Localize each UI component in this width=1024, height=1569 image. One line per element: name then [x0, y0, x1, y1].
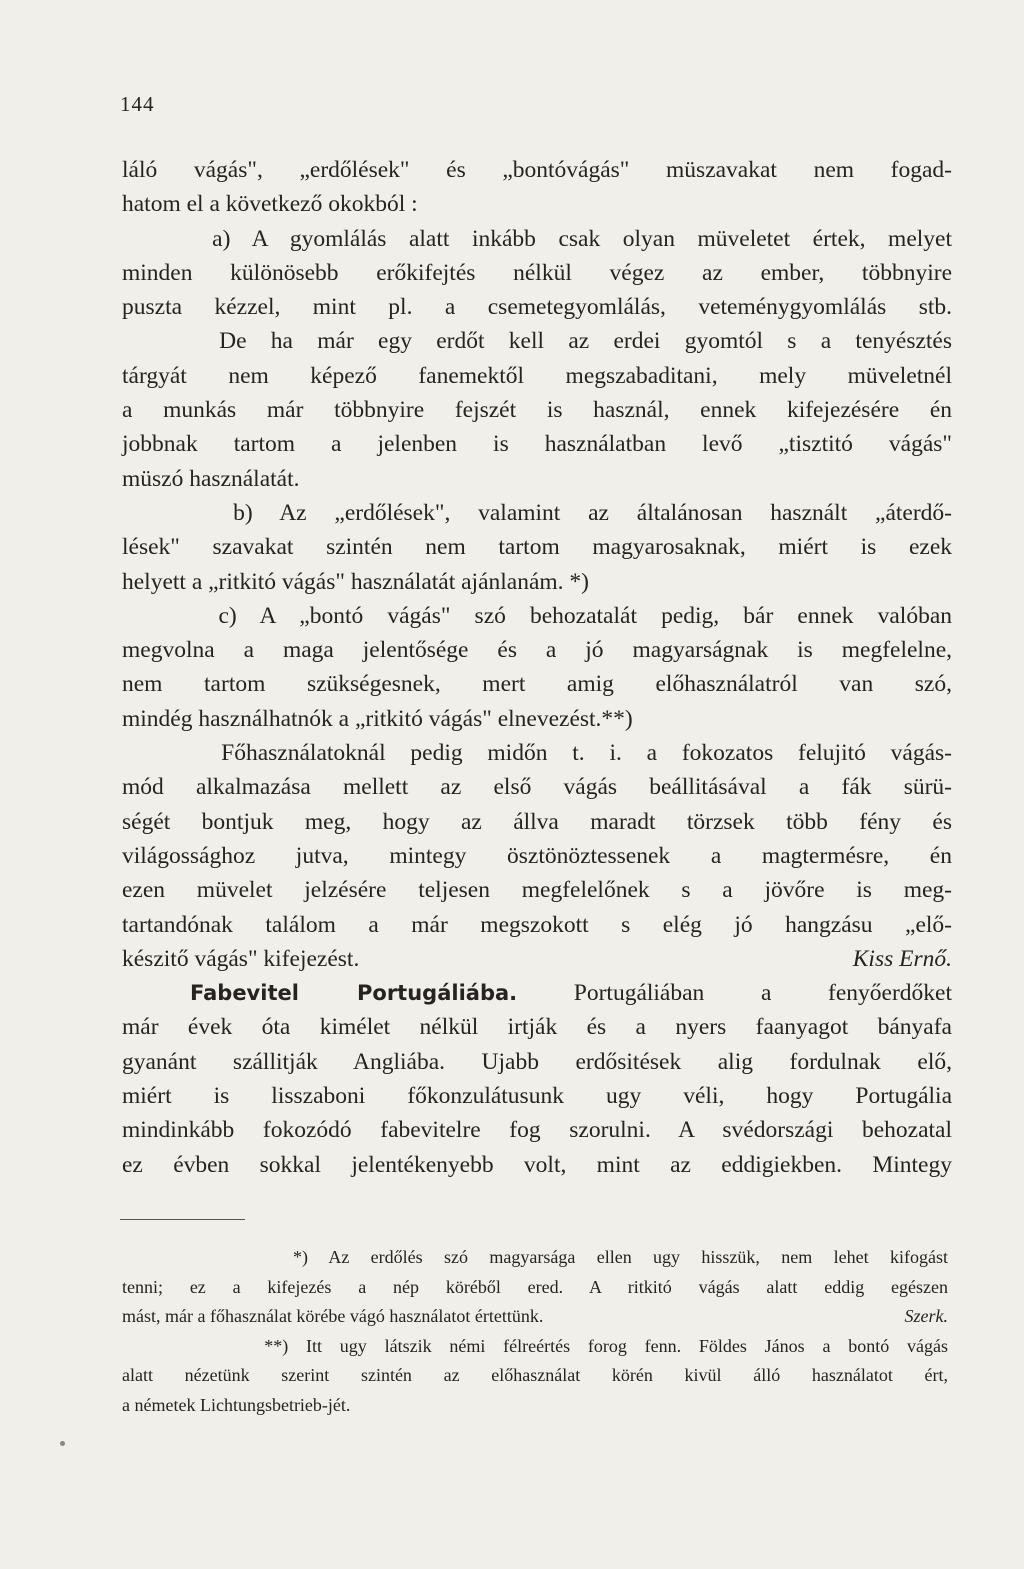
body-line-text: mindég használhatnók a „ritkitó vágás" elnevezést.**)	[122, 705, 633, 732]
section-line	[122, 1148, 952, 1182]
body-last-line	[122, 942, 952, 976]
body-line-text: nem tartom szükségesnek, mert amig előhasználatról van szó,	[122, 671, 952, 698]
footnote-line	[122, 1391, 948, 1421]
body-line	[122, 359, 952, 393]
body-last-line-text: készitő vágás" kifejezést.	[122, 945, 360, 972]
section-line-text: már évek óta kimélet nélkül irtják és a nyers faanyagot bányafa	[122, 1014, 952, 1041]
article-body	[122, 153, 952, 1182]
footnote-line	[122, 1302, 948, 1332]
body-line-text: jobbnak tartom a jelenben is használatban levő „tisztitó vágás"	[122, 431, 952, 458]
editor-signature: Szerk.	[904, 1306, 948, 1326]
section-line	[122, 1079, 952, 1113]
body-line-text: c) A „bontó vágás" szó behozatalát pedig, bár ennek valóban	[122, 602, 952, 629]
body-line-text: megvolna a maga jelentősége és a jó magyarságnak is megfelelne,	[122, 637, 952, 664]
footnote-line	[122, 1273, 948, 1303]
body-line	[122, 393, 952, 427]
footnote-line	[122, 1332, 948, 1362]
body-line-text: tárgyát nem képező fanemektől megszabaditani, mely müveletnél	[122, 362, 952, 389]
body-line	[122, 565, 952, 599]
body-line	[122, 805, 952, 839]
footnote-line-text: alatt nézetünk szerint szintén az előhasználat körén kivül álló használatot ért,	[122, 1365, 948, 1385]
body-line	[122, 770, 952, 804]
section-first-line-rest: Portugáliában a fenyőerdőket	[517, 980, 952, 1007]
body-line	[122, 496, 952, 530]
body-line-text: mód alkalmazása mellett az első vágás beállitásával a fák sürü-	[122, 774, 952, 801]
body-line	[122, 290, 952, 324]
body-line-text: müszó használatát.	[122, 465, 300, 492]
body-line-text: láló vágás", „erdőlések" és „bontóvágás" müszavakat nem fogad-	[122, 157, 952, 183]
body-line-text: világossághoz jutva, mintegy ösztönöztessenek a magtermésre, én	[122, 842, 952, 869]
body-lines	[122, 153, 952, 942]
body-line	[122, 462, 952, 496]
footnote-line-text: *) Az erdőlés szó magyarsága ellen ugy hisszük, nem lehet kifogást	[122, 1247, 948, 1267]
body-line	[122, 839, 952, 873]
body-line	[122, 908, 952, 942]
section-line	[122, 1010, 952, 1044]
section-lines	[122, 1010, 952, 1181]
body-line-text: a munkás már többnyire fejszét is használ, ennek kifejezésére én	[122, 397, 952, 424]
body-line	[122, 324, 952, 358]
body-line	[122, 153, 952, 187]
body-line	[122, 702, 952, 736]
section-line-text: gyanánt szállitják Angliába. Ujabb erdősitések alig fordulnak elő,	[122, 1048, 952, 1075]
footnote-line-text: tenni; ez a kifejezés a nép köréből ered. A ritkitó vágás alatt eddig egészen	[122, 1276, 948, 1297]
body-line	[122, 599, 952, 633]
footnote-line	[122, 1243, 948, 1273]
body-line-text: minden különösebb erőkifejtés nélkül végez az ember, többnyire	[122, 259, 952, 286]
body-line-text: ezen müvelet jelzésére teljesen megfelelőnek s a jövőre is meg-	[122, 877, 952, 904]
footnote-line	[122, 1361, 948, 1391]
body-line	[122, 427, 952, 461]
footnote-line-text: **) Itt ugy látszik némi félreértés forog fenn. Földes János a bontó vágás	[122, 1335, 948, 1356]
author-signature: Kiss Ernő.	[852, 945, 952, 972]
section-line	[122, 1045, 952, 1079]
body-line	[122, 256, 952, 290]
ink-speck	[60, 1441, 65, 1446]
body-line	[122, 187, 952, 221]
footnotes	[122, 1243, 948, 1420]
page-number: 144	[120, 92, 155, 116]
body-line-text: a) A gyomlálás alatt inkább csak olyan müveletet értek, melyet	[122, 225, 953, 252]
section-line	[122, 1113, 952, 1147]
body-line	[122, 873, 952, 907]
body-line-text: De ha már egy erdőt kell az erdei gyomtól s a tenyésztés	[122, 328, 953, 355]
body-line-text: b) Az „erdőlések", valamint az általánosan használt „áterdő-	[122, 499, 952, 526]
body-line-text: puszta kézzel, mint pl. a csemetegyomlálás, veteménygyomlálás stb.	[122, 294, 952, 321]
section-line-text: mindinkább fokozódó fabevitelre fog szorulni. A svédországi behozatal	[122, 1117, 952, 1144]
body-line-text: tartandónak találom a már megszokott s elég jó hangzásu „elő-	[122, 911, 952, 938]
body-line-text: helyett a „ritkitó vágás" használatát ajánlanám. *)	[122, 568, 589, 595]
section-line-text: miért is lisszaboni főkonzulátusunk ugy véli, hogy Portugália	[122, 1083, 952, 1110]
body-line	[122, 530, 952, 564]
section-heading: Fabevitel Portugáliába.	[190, 981, 518, 1006]
footnote-line-text: a németek Lichtungsbetrieb-jét.	[122, 1394, 351, 1415]
body-line-text: hatom el a következő okokból :	[122, 191, 418, 218]
body-line	[122, 633, 952, 667]
body-line	[122, 222, 952, 256]
section-first-line	[122, 976, 952, 1010]
body-line-text: ségét bontjuk meg, hogy az állva maradt törzsek több fény és	[122, 808, 952, 835]
footnote-line-text: mást, már a főhasználat körébe vágó használatot értettünk.	[122, 1306, 544, 1326]
body-line	[122, 667, 952, 701]
body-line	[122, 736, 952, 770]
body-line-text: Főhasználatoknál pedig midőn t. i. a fokozatos felujitó vágás-	[122, 740, 952, 767]
footnote-divider	[120, 1219, 245, 1220]
body-line-text: lések" szavakat szintén nem tartom magyarosaknak, miért is ezek	[122, 534, 952, 561]
section-line-text: ez évben sokkal jelentékenyebb volt, mint az eddigiekben. Mintegy	[122, 1151, 952, 1178]
